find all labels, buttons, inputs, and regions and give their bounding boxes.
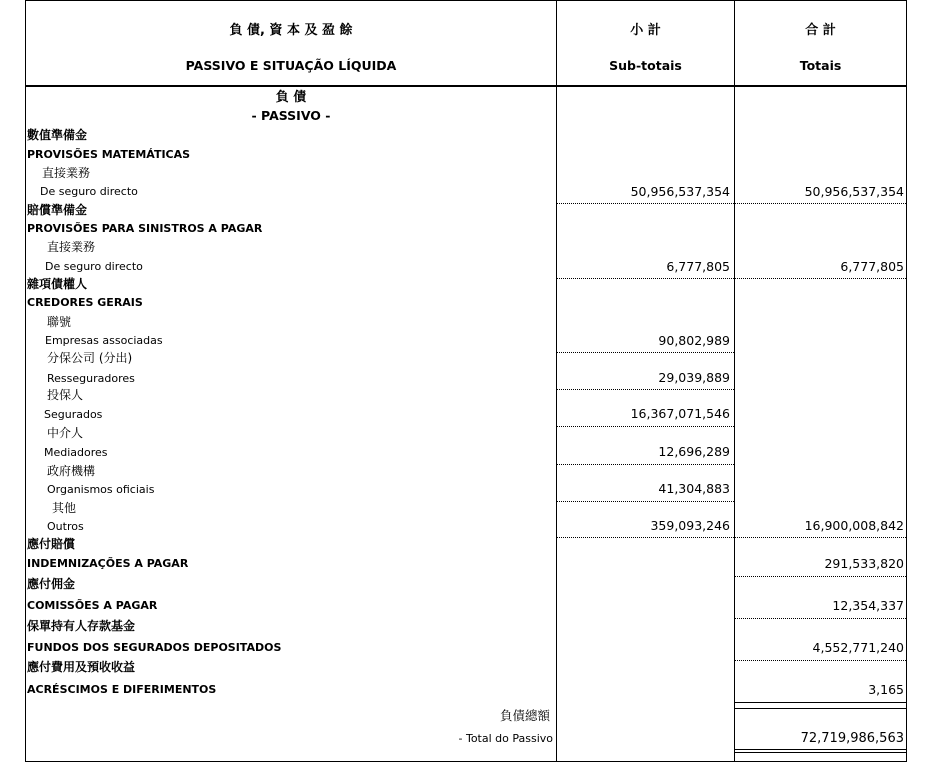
ress-subtotal: 29,039,889 (658, 370, 730, 385)
acr-total: 3,165 (868, 682, 904, 697)
med-zh: 中介人 (47, 426, 84, 440)
direct2-total: 6,777,805 (840, 259, 904, 274)
direct1-subtotal: 50,956,537,354 (630, 184, 730, 199)
acr-tot-rule (735, 702, 906, 703)
direct2-sub-rule (557, 278, 734, 279)
ind-total: 291,533,820 (824, 556, 904, 571)
out-pt: Outros (47, 520, 84, 533)
frame-top (25, 0, 907, 1)
header-col1-pt: PASSIVO E SITUAÇÃO LÍQUIDA (185, 58, 397, 73)
ress-sub-rule (557, 389, 734, 390)
direct1-total: 50,956,537,354 (804, 184, 904, 199)
frame-right (906, 0, 907, 762)
org-sub-rule (557, 501, 734, 502)
header-col2-zh: 小 計 (630, 23, 661, 38)
seg-zh: 投保人 (47, 388, 84, 402)
fund-zh: 保單持有人存款基金 (27, 619, 136, 633)
out-subtotal: 359,093,246 (650, 518, 730, 533)
ress-pt: Resseguradores (47, 372, 135, 385)
ind-tot-rule (735, 576, 906, 577)
assoc-pt: Empresas associadas (45, 334, 163, 347)
assoc-sub-rule (557, 352, 734, 353)
seg-pt: Segurados (44, 408, 103, 421)
prov-mat-zh: 數值準備金 (27, 128, 88, 142)
acr-zh: 應付費用及預收收益 (27, 660, 136, 674)
fund-pt: FUNDOS DOS SEGURADOS DEPOSITADOS (27, 641, 282, 654)
seg-subtotal: 16,367,071,546 (630, 406, 730, 421)
header-col3-pt: Totais (799, 58, 842, 73)
direct2-pt: De seguro directo (45, 260, 143, 273)
com-tot-rule (735, 618, 906, 619)
total-double-rule-1 (735, 749, 906, 750)
direct2-tot-rule (735, 278, 906, 279)
assoc-zh: 聯號 (47, 315, 72, 329)
org-zh: 政府機構 (47, 464, 96, 478)
out-total: 16,900,008,842 (804, 518, 904, 533)
med-pt: Mediadores (44, 446, 108, 459)
total-zh: 負債總額 (499, 708, 550, 723)
direct2-subtotal: 6,777,805 (666, 259, 730, 274)
direct1-sub-rule (557, 203, 734, 204)
pre-total-rule (735, 708, 906, 709)
seg-sub-rule (557, 426, 734, 427)
out-tot-rule (735, 537, 906, 538)
prov-sin-pt: PROVISÕES PARA SINISTROS A PAGAR (27, 222, 263, 235)
direct2-zh: 直接業務 (47, 240, 96, 254)
org-pt: Organismos oficiais (47, 483, 155, 496)
out-zh: 其他 (52, 501, 77, 515)
direct1-tot-rule (735, 203, 906, 204)
assoc-subtotal: 90,802,989 (658, 333, 730, 348)
prov-mat-pt: PROVISÕES MATEMÁTICAS (27, 148, 191, 161)
prov-sin-zh: 賠償準備金 (27, 203, 88, 217)
org-subtotal: 41,304,883 (658, 481, 730, 496)
direct1-zh: 直接業務 (42, 166, 91, 180)
header-divider (25, 85, 907, 87)
cred-zh: 雜項債權人 (27, 277, 88, 291)
fund-total: 4,552,771,240 (812, 640, 904, 655)
com-zh: 應付佣金 (27, 577, 76, 591)
med-subtotal: 12,696,289 (658, 444, 730, 459)
cred-pt: CREDORES GERAIS (27, 296, 143, 309)
direct1-pt: De seguro directo (40, 185, 138, 198)
header-col3-zh: 合 計 (805, 23, 836, 38)
frame-bottom (25, 761, 907, 762)
section-title-zh: 負 債 (275, 90, 307, 105)
ress-zh: 分保公司 (分出) (47, 351, 133, 365)
total-value: 72,719,986,563 (800, 731, 904, 746)
total-double-rule-2 (735, 752, 906, 753)
header-col1-zh: 負 債, 資 本 及 盈 餘 (229, 23, 353, 38)
ind-pt: INDEMNIZAÇÕES A PAGAR (27, 557, 189, 570)
out-sub-rule (557, 537, 734, 538)
header-col2-pt: Sub-totais (609, 58, 682, 73)
med-sub-rule (557, 464, 734, 465)
ind-zh: 應付賠償 (27, 537, 76, 551)
section-title-pt: - PASSIVO - (251, 108, 331, 123)
fund-tot-rule (735, 660, 906, 661)
acr-pt: ACRÉSCIMOS E DIFERIMENTOS (27, 683, 217, 696)
total-pt: - Total do Passivo (458, 732, 553, 745)
com-pt: COMISSÕES A PAGAR (27, 599, 158, 612)
com-total: 12,354,337 (832, 598, 904, 613)
